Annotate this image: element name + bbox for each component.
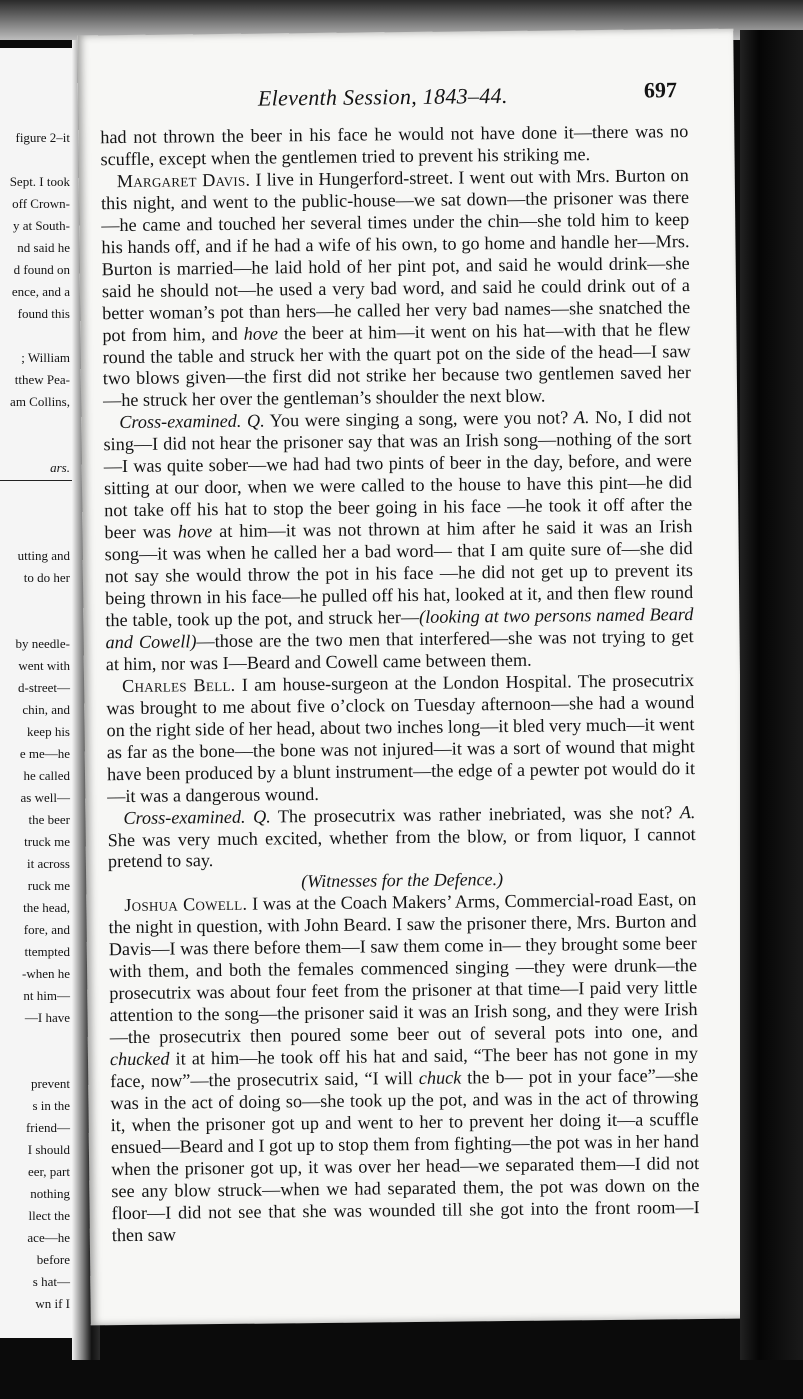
testimony-text: No, I did not sing—I did not hear the prisoner say that was an Irish song—nothing of the sort—I was quite sober—we had had two pints of beer in the day, before, and were sitting at our door, when we were called to the house to have this pint—he did not take off his hat to stop the beer going in his face —he took it off after the beer was [103, 406, 693, 543]
facing-page-line: nt him— [23, 988, 70, 1003]
facing-page-line: found this [17, 306, 70, 321]
facing-page-line: d-street— [18, 680, 70, 695]
cross-examined-label: Cross-examined. Q. [119, 410, 265, 433]
facing-page-line: -when he [21, 966, 70, 981]
page-number: 697 [643, 77, 677, 103]
facing-page-line: e me—he [19, 746, 70, 761]
facing-page-line: chin, and [22, 702, 70, 717]
stage-direction: (looking at two persons named Beard and Cowell) [105, 604, 694, 653]
document-page [77, 29, 746, 1326]
testimony-text: The prosecutrix was rather inebriated, was she not? [270, 801, 680, 827]
facing-page-line: utting and [17, 548, 70, 563]
facing-page-line: friend— [25, 1120, 70, 1135]
facing-page-line: llect the [28, 1208, 70, 1223]
page-body [100, 121, 700, 1247]
facing-page-line: ruck me [27, 878, 70, 893]
testimony-text: You were singing a song, were you not? [264, 407, 574, 431]
facing-page-line: eer, part [27, 1164, 70, 1179]
answer-label: A. [679, 801, 696, 822]
facing-page-line: d found on [13, 262, 70, 277]
running-head: Eleventh Session, 1843–44. [257, 82, 508, 111]
facing-page-fragment [0, 48, 80, 1338]
facing-page-line: he called [23, 768, 70, 783]
cross-examination [107, 802, 696, 874]
facing-page-line: y at South- [12, 218, 70, 233]
facing-page-line: prevent [31, 1076, 70, 1091]
facing-page-line: tthew Pea- [14, 372, 70, 387]
facing-page-line: before [36, 1252, 70, 1267]
facing-page-line: I should [27, 1142, 70, 1157]
facing-page-line: by needle- [15, 636, 70, 651]
facing-page-line: am Collins, [10, 394, 70, 409]
facing-page-line: nothing [30, 1186, 70, 1201]
facing-page-line: the head, [23, 900, 70, 915]
facing-page-line: nd said he [17, 240, 70, 255]
facing-page-line: fore, and [23, 922, 70, 937]
testimony-text: She was very much excited, whether from the blow, or from liquor, I cannot pretend to say. [107, 823, 696, 872]
witness-name: Charles Bell. [121, 674, 236, 696]
section-heading-defence: (Witnesses for the Defence.) [301, 869, 504, 892]
facing-page-line: wn if I [35, 1296, 70, 1311]
testimony-text: I was at the Coach Makers’ Arms, Commercial-road East, on the night in question, with John Beard. I saw the prisoner there, Mrs. Burton and Davis—I was there before them—I saw them come in— they brought some beer with them, and both the females commenced singing —they were drunk—the prosecutrix was about four feet from the prisoner at that time—I paid very little attention to the song—the prisoner said it was an Irish song, and they were Irish—the prosecutrix then poured some beer out of several pots into one, and [108, 889, 698, 1048]
facing-page-line: Sept. I took [9, 174, 70, 189]
facing-page-line: ttempted [24, 944, 70, 959]
emphasis-text: hove [177, 521, 213, 542]
testimony-charles-bell [106, 670, 695, 808]
facing-page-line: keep his [27, 724, 70, 739]
facing-page-line: ; William [21, 350, 70, 365]
facing-page-line: went with [18, 658, 70, 673]
answer-label: A. [573, 407, 590, 428]
paragraph-continuation: had not thrown the beer in his face he would not have done it—there was no scuffle, except when the gentlemen tried to prevent his striking me. [100, 121, 689, 170]
facing-page-line: it across [27, 856, 70, 871]
facing-page-line: off Crown- [12, 196, 70, 211]
testimony-joshua-cowell [108, 889, 700, 1246]
testimony-text: it at him—he took off his hat and said, “The beer has not gone in my face, now”—the prosecutrix said, “I will [110, 1043, 699, 1092]
emphasis-text: chucked [109, 1048, 170, 1070]
facing-page-line: truck me [24, 834, 70, 849]
facing-page-line: to do her [23, 570, 70, 585]
facing-page-line: —I have [24, 1010, 70, 1025]
page-header [78, 77, 734, 114]
testimony-text: at him—it was not thrown at him after he said it was an Irish song—it was when he called her a bad word— that I am quite sure of—she did not say she would throw the pot in his face —he did not get up to prevent its being thrown in his face—he pulled off his hat, looked at it, and then flew round the table, took up the pot, and struck her— [104, 516, 694, 631]
witness-name: Joshua Cowell. [124, 894, 248, 916]
testimony-text: I am house-surgeon at the London Hospital. The prosecutrix was brought to me about five o’clock on Tuesday afternoon—she had a wound on the right side of her head, about two inches long—it bled very much—it went as far as the bone—the bone was not injured—it was a sort of wound that might have been produced by a blunt instrument—the edge of a pewter pot would do it—it was a dangerous wound. [106, 669, 696, 806]
facing-page-line: as well— [20, 790, 70, 805]
testimony-text: the b— pot in your face”—she was in the act of doing so—she took up the pot, and was in the act of throwing it, when the prisoner got up and went to her to prevent her doing it—a scuffle ensued—Beard and I got up to stop them from fighting—the pot was in her hand when the prisoner got up, it was over her head—we separated them—I did not see any blow struck—when we had separated them, the pot was down on the floor—I did not see that she was wounded till she got into the front room—I then saw [110, 1065, 700, 1245]
witness-name: Margaret Davis. [116, 169, 251, 191]
cross-examination [103, 406, 694, 676]
facing-page-line: s in the [32, 1098, 70, 1113]
testimony-text: —those are the two men that interfered—she was not trying to get at him, nor was I—Beard and Cowell came between them. [105, 625, 694, 675]
testimony-margaret-davis [101, 165, 691, 413]
section-rule [0, 480, 74, 481]
testimony-text: I live in Hungerford-street. I went out with Mrs. Burton on this night, and went to the public-house—we sat down—the prisoner was there—he came and touched her several times under the chin—she told him to keep his hands off, and if he had a wife of his own, to go home and handle her—Mrs. Burton is married—he laid hold of her pint pot, and said he would drink—she said he should not—he used a very bad word, and said he could drink out of a better woman’s pot than hers—he called her very bad names—she snatched the pot from him, and [100, 164, 691, 345]
cross-examined-label: Cross-examined. Q. [123, 806, 271, 828]
facing-page-line: ace—he [27, 1230, 70, 1245]
emphasis-text: hove [243, 322, 279, 344]
facing-page-line: s hat— [32, 1274, 70, 1289]
testimony-text: the beer at him—it went on his hat—with that he flew round the table and struck her with the quart pot on the side of the head—I saw two blows given—the first did not strike her because two gentlemen saved her—he struck her over the gentleman’s shoulder the next blow. [102, 318, 691, 411]
facing-page-line: ars. [50, 460, 70, 475]
facing-page-line: figure 2–it [15, 130, 70, 145]
scan-right-edge [740, 30, 803, 1360]
facing-page-line: the beer [28, 812, 70, 827]
emphasis-text: chuck [418, 1067, 462, 1088]
facing-page-line: ence, and a [11, 284, 70, 299]
